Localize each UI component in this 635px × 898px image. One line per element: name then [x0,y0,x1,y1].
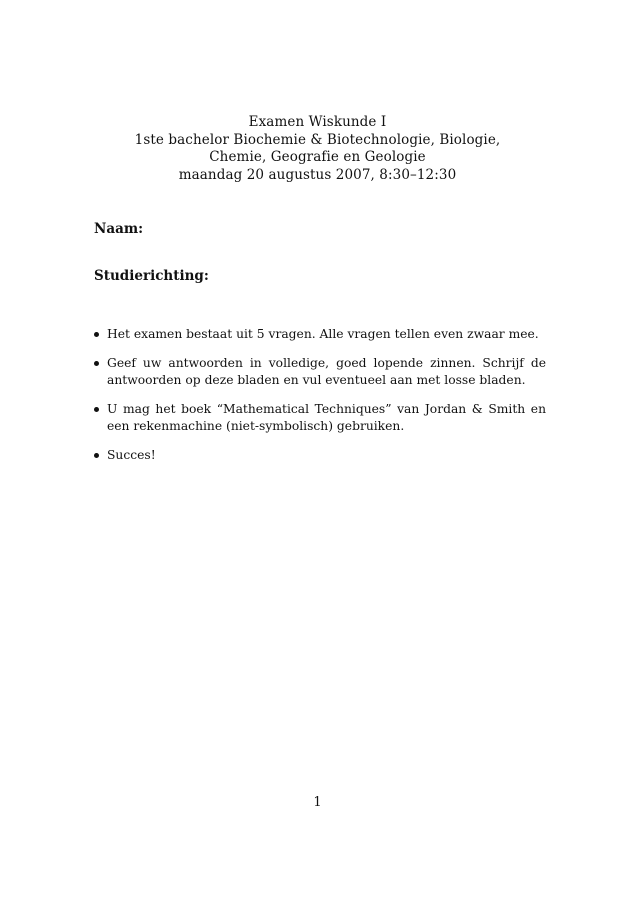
instruction-text: Geef uw antwoorden in volledige, goed lopende zinnen. Schrijf de antwoorden op deze bladen en vul eventueel aan met losse bladen. [107,356,546,387]
study-label: Studierichting: [94,268,209,284]
instruction-item [94,447,546,464]
instructions-list [94,326,546,476]
instruction-text: Het examen bestaat uit 5 vragen. Alle vragen tellen even zwaar mee. [107,327,539,341]
bullet-icon [94,453,99,458]
instruction-item [94,401,546,435]
instruction-text: Succes! [107,448,156,462]
exam-audience-line-2: Chemie, Geografie en Geologie [209,149,426,165]
instruction-item [94,355,546,389]
name-label: Naam: [94,221,144,237]
instruction-text: U mag het boek “Mathematical Techniques” van Jordan & Smith en een rekenmachine (niet-symbolisch) gebruiken. [107,402,546,433]
instruction-item [94,326,546,343]
bullet-icon [94,361,99,366]
bullet-icon [94,407,99,412]
exam-header [0,114,635,184]
exam-title: Examen Wiskunde I [248,114,387,130]
page-number: 1 [313,795,322,810]
exam-date: maandag 20 augustus 2007, 8:30–12:30 [178,166,457,183]
bullet-icon [94,332,99,337]
exam-audience-line-1: 1ste bachelor Biochemie & Biotechnologie, Biologie, [134,131,501,148]
